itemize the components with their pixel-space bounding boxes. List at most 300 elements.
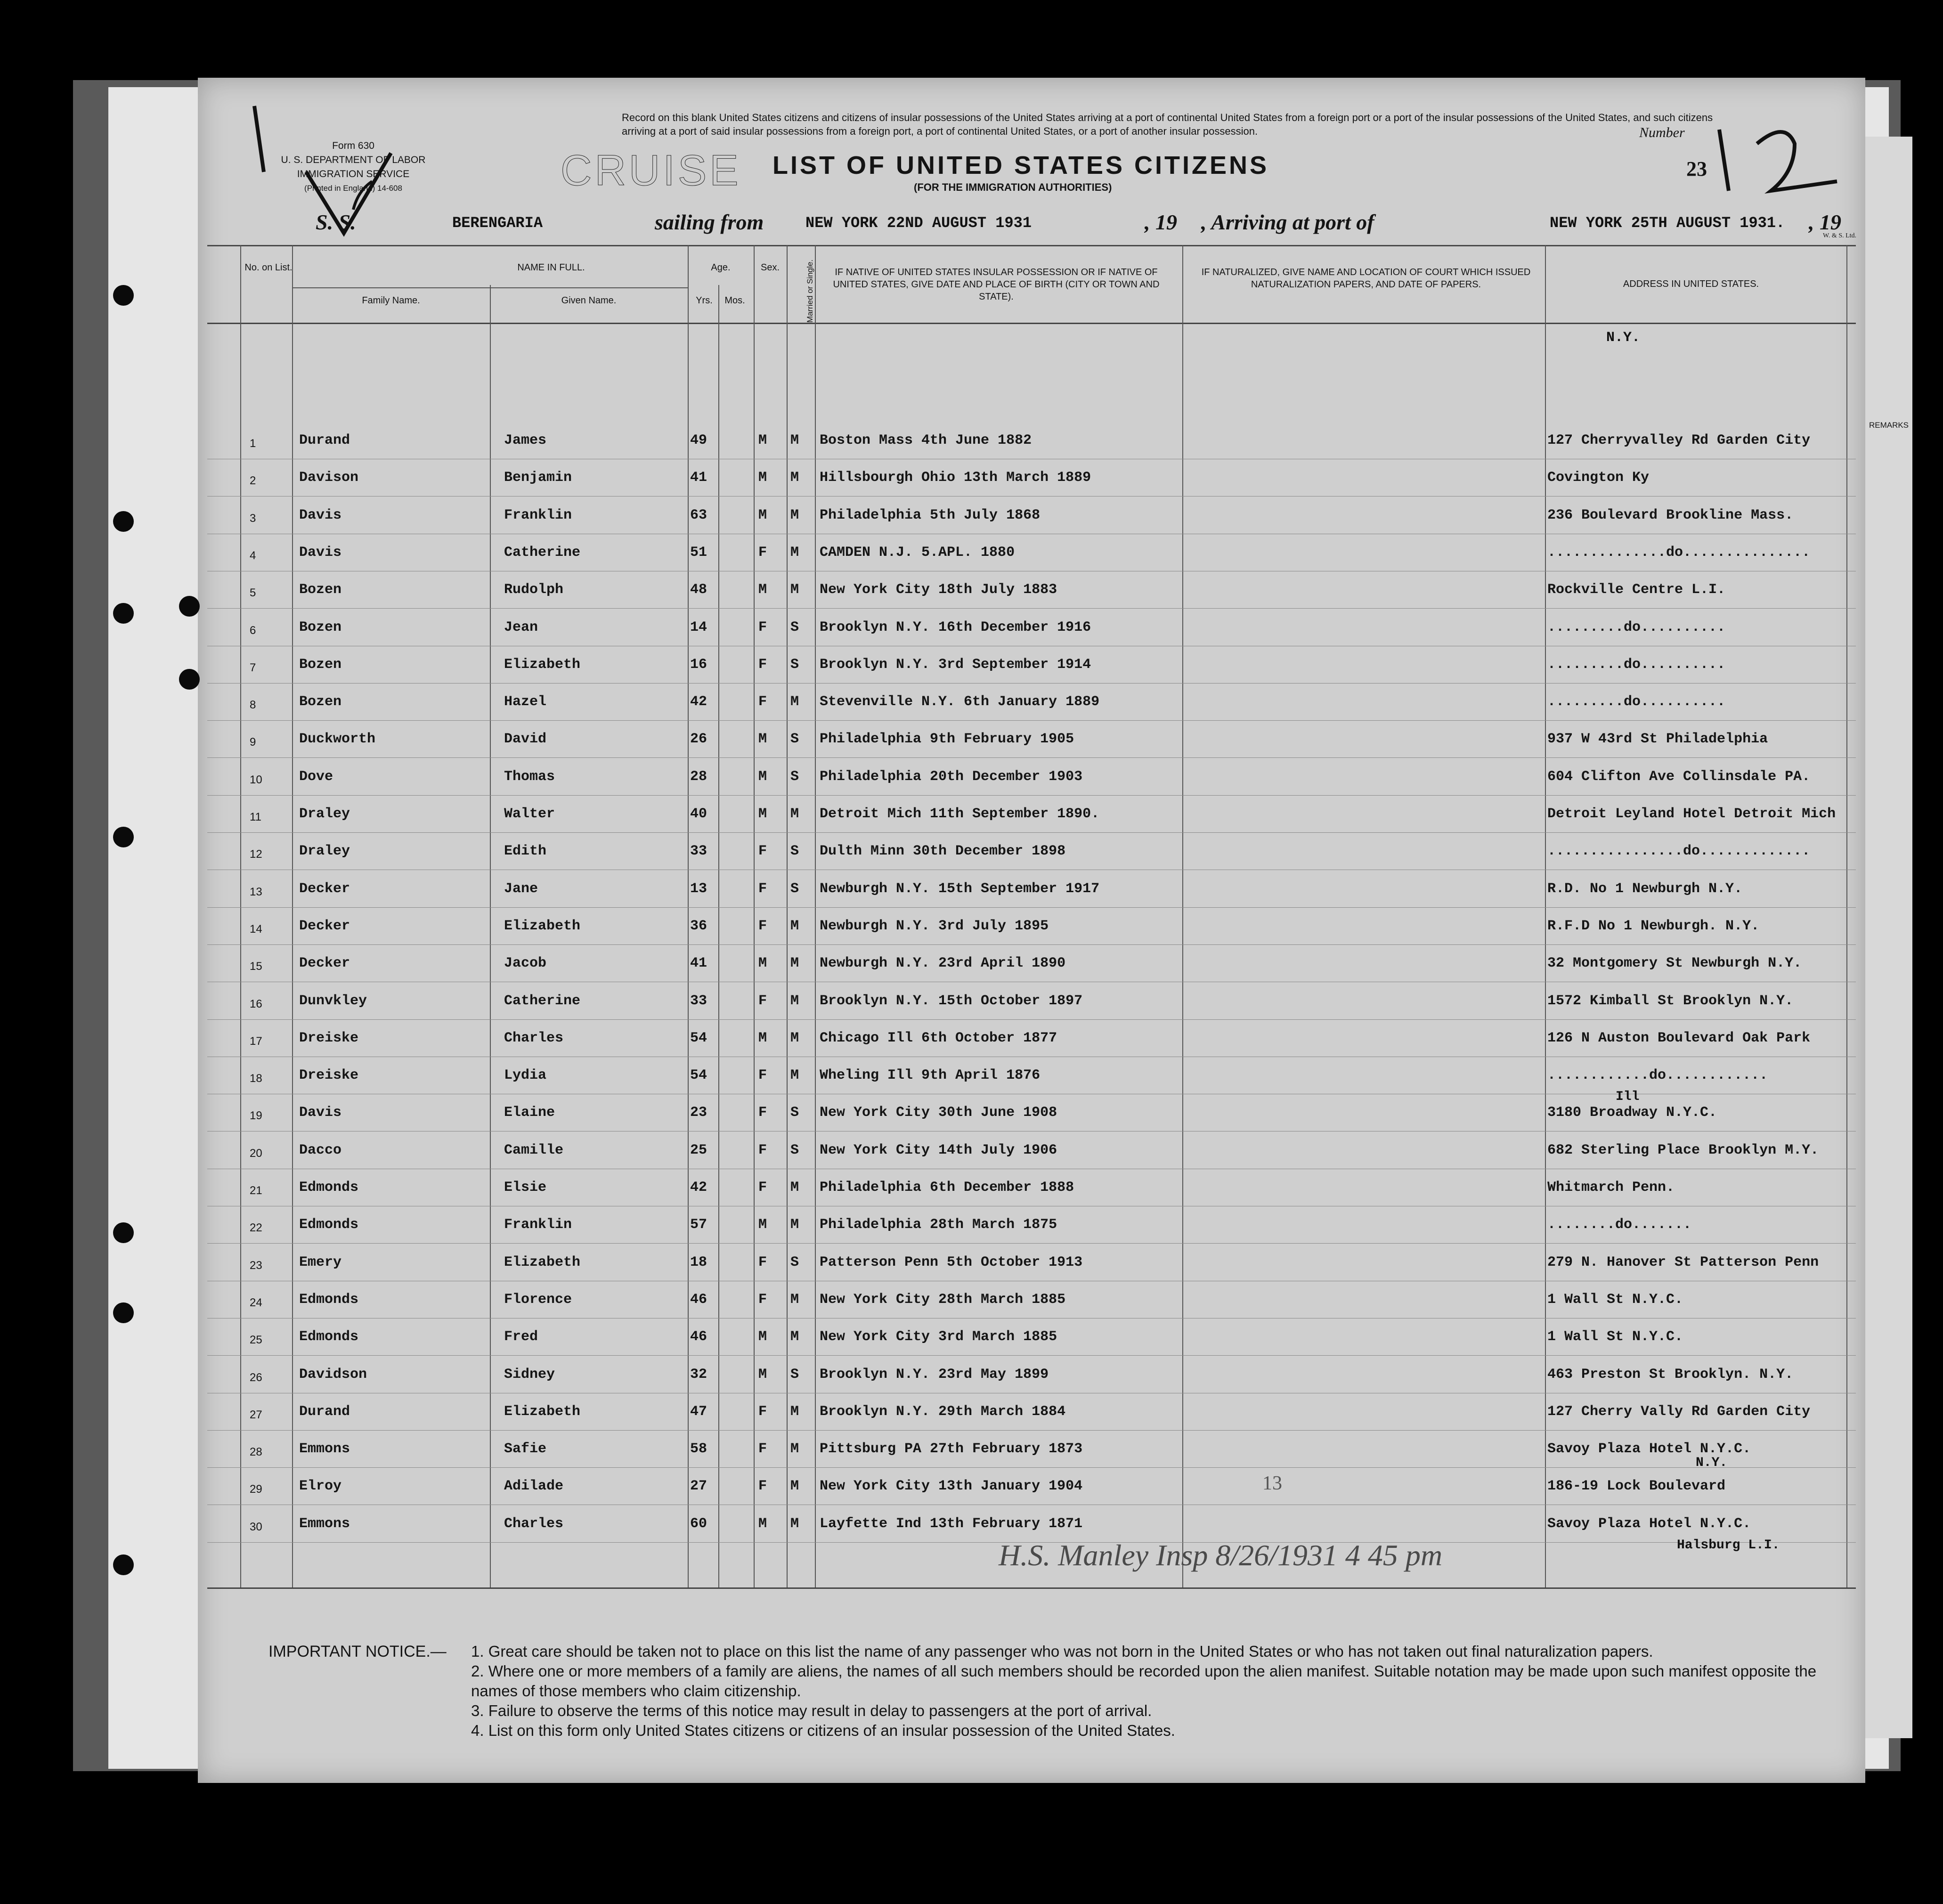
address: ............do............ xyxy=(1547,1067,1768,1084)
table-row xyxy=(198,985,1865,1022)
birth-place-date: Brooklyn N.Y. 29th March 1884 xyxy=(820,1403,1066,1420)
table-row xyxy=(198,1134,1865,1172)
family-name: Decker xyxy=(299,955,350,972)
given-name: Safie xyxy=(504,1441,547,1457)
address: 682 Sterling Place Brooklyn M.Y. xyxy=(1547,1142,1819,1158)
family-name: Elroy xyxy=(299,1478,342,1495)
notice-heading: IMPORTANT NOTICE.— xyxy=(268,1643,447,1660)
number-label: Number xyxy=(1639,125,1685,140)
marital-status: M xyxy=(790,1067,799,1084)
table-row xyxy=(198,611,1865,649)
marital-status: M xyxy=(790,694,799,710)
table-row xyxy=(198,872,1865,910)
header-months: Mos. xyxy=(724,295,745,306)
row-number: 24 xyxy=(250,1296,262,1309)
given-name: Elizabeth xyxy=(504,1254,581,1270)
address: 236 Boulevard Brookline Mass. xyxy=(1547,507,1794,523)
birth-place-date: Pittsburg PA 27th February 1873 xyxy=(820,1441,1083,1457)
family-name: Edmonds xyxy=(299,1217,359,1233)
given-name: Jane xyxy=(504,880,538,897)
punch-hole xyxy=(113,603,134,624)
age-years: 41 xyxy=(690,955,707,972)
marital-status: S xyxy=(790,1254,799,1270)
age-years: 63 xyxy=(690,507,707,523)
row-number: 20 xyxy=(250,1147,262,1160)
sex: F xyxy=(758,1478,767,1495)
birth-place-date: Stevenville N.Y. 6th January 1889 xyxy=(820,694,1100,710)
row-rule xyxy=(207,944,1856,945)
sex: F xyxy=(758,1291,767,1308)
age-years: 42 xyxy=(690,1180,707,1196)
given-name: Elizabeth xyxy=(504,1403,581,1420)
sex: M xyxy=(758,1515,767,1532)
marital-status: S xyxy=(790,1105,799,1121)
birth-place-date: CAMDEN N.J. 5.APL. 1880 xyxy=(820,544,1015,561)
table-row xyxy=(198,910,1865,947)
marital-status: M xyxy=(790,993,799,1009)
marital-status: M xyxy=(790,544,799,561)
sex: M xyxy=(758,768,767,785)
age-years: 58 xyxy=(690,1441,707,1457)
header-remarks: REMARKS xyxy=(1869,421,1909,430)
sex: F xyxy=(758,1105,767,1121)
family-name: Bozen xyxy=(299,582,342,598)
birth-place-date: Philadelphia 20th December 1903 xyxy=(820,768,1083,785)
marital-status: S xyxy=(790,880,799,897)
given-name: Florence xyxy=(504,1291,572,1308)
notice-item: 1. Great care should be taken not to place on this list the name of any passenger who was not born in the United States or who has not taken out final naturalization papers. xyxy=(471,1643,1653,1660)
table-row xyxy=(198,461,1865,499)
table-row xyxy=(198,1022,1865,1059)
sex: F xyxy=(758,1403,767,1420)
birth-place-date: Chicago Ill 6th October 1877 xyxy=(820,1030,1057,1046)
row-number: 10 xyxy=(250,773,262,786)
row-number: 23 xyxy=(250,1259,262,1272)
family-name: Dove xyxy=(299,768,333,785)
address: 463 Preston St Brooklyn. N.Y. xyxy=(1547,1366,1794,1383)
table-row xyxy=(198,1283,1865,1321)
row-rule xyxy=(207,1355,1856,1356)
given-name: Adilade xyxy=(504,1478,564,1495)
header-naturalized: IF NATURALIZED, GIVE NAME AND LOCATION OF COURT WHICH ISSUED NATURALIZATION PAPERS, AND DATE OF PAPERS. xyxy=(1201,267,1531,290)
birth-place-date: Newburgh N.Y. 15th September 1917 xyxy=(820,880,1100,897)
sex: F xyxy=(758,656,767,673)
given-name: Fred xyxy=(504,1329,538,1345)
address: 1572 Kimball St Brooklyn N.Y. xyxy=(1547,993,1794,1009)
family-name: Davison xyxy=(299,470,359,486)
table-row xyxy=(198,947,1865,985)
handwritten-number xyxy=(1700,111,1851,205)
marital-status: M xyxy=(790,470,799,486)
row-number: 26 xyxy=(250,1371,262,1384)
birth-place-date: New York City 14th July 1906 xyxy=(820,1142,1057,1158)
address: Savoy Plaza Hotel N.Y.C. xyxy=(1547,1441,1751,1457)
table-row xyxy=(198,424,1865,462)
sex: M xyxy=(758,1329,767,1345)
age-years: 23 xyxy=(690,1105,707,1121)
age-years: 47 xyxy=(690,1403,707,1420)
given-name: Jacob xyxy=(504,955,547,972)
address: 126 N Auston Boulevard Oak Park xyxy=(1547,1030,1811,1046)
address: Detroit Leyland Hotel Detroit Mich xyxy=(1547,806,1836,822)
age-years: 60 xyxy=(690,1515,707,1532)
address: Rockville Centre L.I. xyxy=(1547,582,1726,598)
sex: M xyxy=(758,1366,767,1383)
age-years: 54 xyxy=(690,1030,707,1046)
row-number: 19 xyxy=(250,1109,262,1123)
given-name: Jean xyxy=(504,619,538,635)
given-name: Elizabeth xyxy=(504,918,581,934)
birth-place-date: Philadelphia 28th March 1875 xyxy=(820,1217,1057,1233)
row-number: 9 xyxy=(250,736,256,749)
printer-note: (Printed in England) 14-608 xyxy=(304,184,402,193)
printer-mark: W. & S. Ltd. xyxy=(1823,232,1857,239)
table-row xyxy=(198,1432,1865,1470)
family-name: Durand xyxy=(299,1403,350,1420)
sex: F xyxy=(758,1441,767,1457)
header-address: ADDRESS IN UNITED STATES. xyxy=(1623,279,1759,289)
sex: M xyxy=(758,806,767,822)
birth-place-date: Layfette Ind 13th February 1871 xyxy=(820,1515,1083,1532)
table-row xyxy=(198,1208,1865,1246)
notice-item: 4. List on this form only United States citizens or citizens of an insular possession of the United States. xyxy=(471,1722,1175,1739)
marital-status: M xyxy=(790,1478,799,1495)
sex: F xyxy=(758,1067,767,1084)
given-name: Franklin xyxy=(504,1217,572,1233)
arriving-value: NEW YORK 25TH AUGUST 1931. xyxy=(1550,214,1785,232)
address: 32 Montgomery St Newburgh N.Y. xyxy=(1547,955,1802,972)
table-row xyxy=(198,835,1865,872)
marital-status: M xyxy=(790,1217,799,1233)
table-row xyxy=(198,573,1865,611)
table-row xyxy=(198,723,1865,760)
address: 127 Cherry Vally Rd Garden City xyxy=(1547,1403,1811,1420)
sex: M xyxy=(758,432,767,448)
address: 604 Clifton Ave Collinsdale PA. xyxy=(1547,768,1811,785)
marital-status: S xyxy=(790,1142,799,1158)
table-row xyxy=(198,1358,1865,1396)
sailing-label: sailing from xyxy=(655,210,764,234)
family-name: Davis xyxy=(299,507,342,523)
table-row xyxy=(198,1246,1865,1284)
rule xyxy=(207,1587,1856,1589)
family-name: Draley xyxy=(299,843,350,860)
ship-name: BERENGARIA xyxy=(452,214,543,232)
header-years: Yrs. xyxy=(696,295,713,306)
punch-hole xyxy=(113,1302,134,1323)
birth-place-date: Newburgh N.Y. 23rd April 1890 xyxy=(820,955,1066,972)
marital-status: M xyxy=(790,806,799,822)
given-name: James xyxy=(504,432,547,448)
row-rule xyxy=(207,795,1856,796)
punch-hole xyxy=(113,511,134,532)
row-number: 7 xyxy=(250,661,256,674)
birth-place-date: Dulth Minn 30th December 1898 xyxy=(820,843,1066,860)
family-name: Dacco xyxy=(299,1142,342,1158)
birth-place-date: Brooklyn N.Y. 15th October 1897 xyxy=(820,993,1083,1009)
family-name: Davidson xyxy=(299,1366,367,1383)
sex: F xyxy=(758,694,767,710)
address: 186-19 Lock Boulevard xyxy=(1547,1478,1726,1495)
notice-item: 3. Failure to observe the terms of this notice may result in delay to passengers at the port of arrival. xyxy=(471,1702,1152,1719)
birth-place-date: Brooklyn N.Y. 23rd May 1899 xyxy=(820,1366,1049,1383)
age-years: 26 xyxy=(690,731,707,748)
given-name: David xyxy=(504,731,547,748)
sex: M xyxy=(758,955,767,972)
family-name: Emmons xyxy=(299,1515,350,1532)
age-years: 36 xyxy=(690,918,707,934)
notice-list xyxy=(471,1642,1861,1741)
age-years: 32 xyxy=(690,1366,707,1383)
birth-place-date: Philadelphia 6th December 1888 xyxy=(820,1180,1074,1196)
punch-hole xyxy=(113,1554,134,1575)
row-number: 4 xyxy=(250,549,256,562)
sex: F xyxy=(758,1254,767,1270)
birth-place-date: Patterson Penn 5th October 1913 xyxy=(820,1254,1083,1270)
address: ..............do............... xyxy=(1547,544,1811,561)
birth-place-date: Detroit Mich 11th September 1890. xyxy=(820,806,1100,822)
marital-status: S xyxy=(790,731,799,748)
row-rule xyxy=(207,720,1856,721)
age-years: 48 xyxy=(690,582,707,598)
row-rule xyxy=(207,608,1856,609)
age-years: 28 xyxy=(690,768,707,785)
arriving-label: , Arriving at port of xyxy=(1201,210,1374,234)
punch-hole xyxy=(179,669,200,690)
sex: F xyxy=(758,843,767,860)
age-years: 14 xyxy=(690,619,707,635)
age-years: 54 xyxy=(690,1067,707,1084)
given-name: Edith xyxy=(504,843,547,860)
row-number: 13 xyxy=(250,885,262,898)
address: 1 Wall St N.Y.C. xyxy=(1547,1329,1683,1345)
table-row xyxy=(198,1096,1865,1134)
marital-status: M xyxy=(790,1291,799,1308)
address-overflow: Halsburg L.I. xyxy=(1677,1538,1780,1553)
rule xyxy=(207,245,1856,246)
sailing-value: NEW YORK 22ND AUGUST 1931 xyxy=(805,214,1032,232)
sex: M xyxy=(758,507,767,523)
row-number: 29 xyxy=(250,1483,262,1496)
sex: F xyxy=(758,1180,767,1196)
given-name: Charles xyxy=(504,1515,564,1532)
row-number: 17 xyxy=(250,1034,262,1048)
age-years: 25 xyxy=(690,1142,707,1158)
sex: F xyxy=(758,619,767,635)
birth-place-date: New York City 30th June 1908 xyxy=(820,1105,1057,1121)
address: ................do............. xyxy=(1547,843,1811,860)
marital-status: M xyxy=(790,1030,799,1046)
family-name: Dreiske xyxy=(299,1030,359,1046)
table-row xyxy=(198,685,1865,723)
age-years: 41 xyxy=(690,470,707,486)
marital-status: S xyxy=(790,656,799,673)
table-row xyxy=(198,1059,1865,1097)
age-years: 13 xyxy=(690,880,707,897)
address-overflow: Ill xyxy=(1616,1090,1640,1104)
header-name-in-full: NAME IN FULL. xyxy=(517,262,585,273)
birth-place-date: Boston Mass 4th June 1882 xyxy=(820,432,1032,448)
family-name: Duckworth xyxy=(299,731,376,748)
family-name: Edmonds xyxy=(299,1180,359,1196)
given-name: Charles xyxy=(504,1030,564,1046)
birth-place-date: Brooklyn N.Y. 16th December 1916 xyxy=(820,619,1091,635)
address: .........do.......... xyxy=(1547,619,1726,635)
row-number: 30 xyxy=(250,1520,262,1533)
table-row xyxy=(198,797,1865,835)
birth-place-date: New York City 18th July 1883 xyxy=(820,582,1057,598)
table-row xyxy=(198,1395,1865,1433)
given-name: Catherine xyxy=(504,993,581,1009)
row-number: 16 xyxy=(250,997,262,1010)
birth-place-date: New York City 28th March 1885 xyxy=(820,1291,1066,1308)
table-row xyxy=(198,1320,1865,1358)
form-number: Form 630 xyxy=(332,140,374,151)
given-name: Hazel xyxy=(504,694,547,710)
row-number: 28 xyxy=(250,1446,262,1459)
cruise-stamp: CRUISE xyxy=(561,146,741,195)
marital-status: M xyxy=(790,1180,799,1196)
row-number: 1 xyxy=(250,437,256,450)
marital-status: S xyxy=(790,843,799,860)
address: 937 W 43rd St Philadelphia xyxy=(1547,731,1768,748)
inspector-signature: H.S. Manley Insp 8/26/1931 4 45 pm xyxy=(999,1538,1443,1572)
header-age: Age. xyxy=(711,262,731,273)
row-rule xyxy=(207,1430,1856,1431)
age-years: 42 xyxy=(690,694,707,710)
address: 127 Cherryvalley Rd Garden City xyxy=(1547,432,1811,448)
address: ........do....... xyxy=(1547,1217,1692,1233)
row-rule xyxy=(207,757,1856,758)
address-overflow: N.Y. xyxy=(1696,1456,1728,1470)
row-number: 15 xyxy=(250,960,262,973)
age-years: 18 xyxy=(690,1254,707,1270)
sex: M xyxy=(758,1217,767,1233)
given-name: Elaine xyxy=(504,1105,555,1121)
given-name: Franklin xyxy=(504,507,572,523)
row-number: 12 xyxy=(250,848,262,861)
family-name: Davis xyxy=(299,544,342,561)
row-rule xyxy=(207,1467,1856,1468)
given-name: Elsie xyxy=(504,1180,547,1196)
given-name: Lydia xyxy=(504,1067,547,1084)
family-name: Decker xyxy=(299,918,350,934)
marital-status: M xyxy=(790,1403,799,1420)
row-rule xyxy=(207,1019,1856,1020)
header-married-single: Married or Single. xyxy=(805,259,814,323)
side-tab xyxy=(1861,137,1912,1738)
notice-item: 2. Where one or more members of a family are aliens, the names of all such members should be recorded upon the alien manifest. Suitable notation may be made upon such manifest opposite the names of those members who claim citizenship. xyxy=(471,1662,1817,1700)
given-name: Camille xyxy=(504,1142,564,1158)
age-years: 27 xyxy=(690,1478,707,1495)
age-years: 40 xyxy=(690,806,707,822)
page-subtitle: (FOR THE IMMIGRATION AUTHORITIES) xyxy=(914,181,1112,193)
row-number: 27 xyxy=(250,1408,262,1421)
family-name: Dreiske xyxy=(299,1067,359,1084)
marital-status: M xyxy=(790,1515,799,1532)
sex: F xyxy=(758,880,767,897)
birth-place-date: Brooklyn N.Y. 3rd September 1914 xyxy=(820,656,1091,673)
sex: F xyxy=(758,918,767,934)
year-label: , 19 xyxy=(1809,210,1841,234)
row-number: 11 xyxy=(250,811,261,823)
address: 1 Wall St N.Y.C. xyxy=(1547,1291,1683,1308)
row-number: 25 xyxy=(250,1334,262,1347)
given-name: Rudolph xyxy=(504,582,564,598)
marital-status: M xyxy=(790,1441,799,1457)
given-name: Thomas xyxy=(504,768,555,785)
marital-status: M xyxy=(790,582,799,598)
birth-place-date: Hillsbourgh Ohio 13th March 1889 xyxy=(820,470,1091,486)
manifest-page xyxy=(198,78,1909,1783)
address: 279 N. Hanover St Patterson Penn xyxy=(1547,1254,1819,1270)
birth-place-date: Wheling Ill 9th April 1876 xyxy=(820,1067,1041,1084)
address-note: N.Y. xyxy=(1606,330,1641,346)
table-row xyxy=(198,1470,1865,1507)
row-number: 22 xyxy=(250,1221,262,1235)
birth-place-date: New York City 13th January 1904 xyxy=(820,1478,1083,1495)
naturalized-note: 13 xyxy=(1262,1473,1282,1494)
header-family-name: Family Name. xyxy=(362,295,420,306)
ss-label: S. S. xyxy=(316,210,356,234)
family-name: Dunvkley xyxy=(299,993,367,1009)
sex: M xyxy=(758,731,767,748)
marital-status: M xyxy=(790,1329,799,1345)
birth-place-date: Philadelphia 5th July 1868 xyxy=(820,507,1041,523)
address: .........do.......... xyxy=(1547,694,1726,710)
family-name: Bozen xyxy=(299,619,342,635)
birth-place-date: Philadelphia 9th February 1905 xyxy=(820,731,1074,748)
age-years: 46 xyxy=(690,1329,707,1345)
rule xyxy=(207,323,1856,324)
sex: M xyxy=(758,582,767,598)
family-name: Durand xyxy=(299,432,350,448)
marital-status: M xyxy=(790,432,799,448)
punch-hole xyxy=(179,596,200,617)
marital-status: M xyxy=(790,918,799,934)
family-name: Emery xyxy=(299,1254,342,1270)
address: R.F.D No 1 Newburgh. N.Y. xyxy=(1547,918,1760,934)
family-name: Bozen xyxy=(299,694,342,710)
department-name: U. S. DEPARTMENT OF LABOR xyxy=(281,155,426,165)
age-years: 49 xyxy=(690,432,707,448)
family-name: Emmons xyxy=(299,1441,350,1457)
address: .........do.......... xyxy=(1547,656,1726,673)
header-birth: IF NATIVE OF UNITED STATES INSULAR POSSESSION OR IF NATIVE OF UNITED STATES, GIVE DATE AND PLACE OF BIRTH (CITY OR TOWN AND STATE). xyxy=(833,267,1160,302)
marital-status: M xyxy=(790,507,799,523)
age-years: 33 xyxy=(690,843,707,860)
sex: F xyxy=(758,544,767,561)
header-no: No. on List. xyxy=(244,262,293,273)
address: 3180 Broadway N.Y.C. xyxy=(1547,1105,1717,1121)
age-years: 16 xyxy=(690,656,707,673)
family-name: Edmonds xyxy=(299,1291,359,1308)
table-row xyxy=(198,1171,1865,1209)
address: Covington Ky xyxy=(1547,470,1650,486)
voyage-line xyxy=(316,205,1857,243)
punch-hole xyxy=(113,1222,134,1243)
table-row xyxy=(198,499,1865,537)
family-name: Edmonds xyxy=(299,1329,359,1345)
punch-hole xyxy=(113,827,134,847)
punch-hole xyxy=(113,285,134,306)
family-name: Davis xyxy=(299,1105,342,1121)
marital-status: S xyxy=(790,1366,799,1383)
given-name: Catherine xyxy=(504,544,581,561)
address: Savoy Plaza Hotel N.Y.C. xyxy=(1547,1515,1751,1532)
sex: M xyxy=(758,1030,767,1046)
sex: F xyxy=(758,1142,767,1158)
